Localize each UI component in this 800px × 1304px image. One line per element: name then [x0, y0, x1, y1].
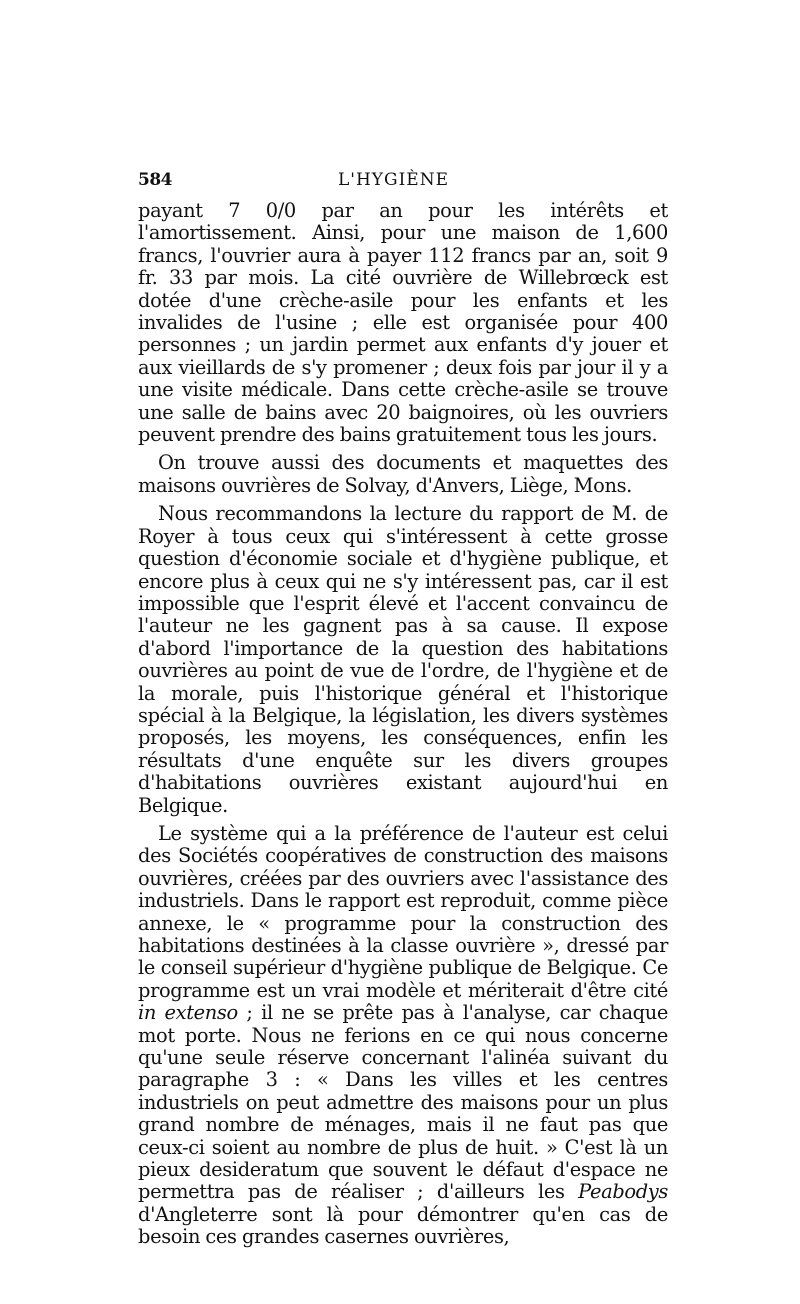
body-text — [138, 200, 668, 1249]
running-head — [138, 170, 668, 194]
paragraph-3: Nous recommandons la lecture du rapport de M. de Royer à tous ceux qui s'intéressent à cette grosse question d'économie sociale et d'hygiène publique, et encore plus à ceux qui ne s'y intéressent pas, car il est impossible que l'esprit élevé et l'accent convaincu de l'auteur ne les gagnent pas à sa cause. Il expose d'abord l'importance de la question des habitations ouvrières au point de vue de l'ordre, de l'hygiène et de la morale, puis l'historique général et l'historique spécial à la Belgique, la législation, les divers systèmes proposés, les moyens, les conséquences, enfin les résultats d'une enquête sur les divers groupes d'habitations ouvrières existant aujourd'hui en Belgique. — [138, 502, 668, 817]
paragraph-1: payant 7 0/0 par an pour les intérêts et l'amortissement. Ainsi, pour une maison de 1,600 francs, l'ouvrier aura à payer 112 francs par an, soit 9 fr. 33 par mois. La cité ouvrière de Willebrœck est dotée d'une crèche-asile pour les enfants et les invalides de l'usine ; elle est organisée pour 400 personnes ; un jardin permet aux enfants d'y jouer et aux vieillards de s'y promener ; deux fois par jour il y a une visite médicale. Dans cette crèche-asile se trouve une salle de bains avec 20 baignoires, où les ouvriers peuvent prendre des bains gratuitement tous les jours. — [138, 199, 668, 447]
paragraph-4 — [138, 823, 668, 1249]
paragraph-4-text-b: ; il ne se prête pas à l'analyse, car chaque mot porte. Nous ne ferions en ce qui nous concerne qu'une seule réserve concernant l'alinéa suivant du paragraphe 3 : « Dans les villes et les centres industriels on peut admettre des maisons pour un plus grand nombre de ménages, mais il ne faut pas que ceux-ci soient au nombre de plus de huit. » C'est là un pieux desideratum que souvent le défaut d'espace ne permettra pas de réaliser ; d'ailleurs les — [138, 1001, 668, 1204]
page-number: 584 — [138, 170, 172, 190]
italic-peabodys: Peabodys — [578, 1180, 668, 1204]
running-title: L'HYGIÈNE — [338, 170, 449, 190]
paragraph-2: On trouve aussi des documents et maquettes des maisons ouvrières de Solvay, d'Anvers, Liège, Mons. — [138, 451, 668, 497]
italic-in-extenso: in extenso — [138, 1001, 238, 1025]
paragraph-4-text-a: Le système qui a la préférence de l'auteur est celui des Sociétés coopératives de construction des maisons ouvrières, créées par des ouvriers avec l'assistance des industriels. Dans le rapport est reproduit, comme pièce annexe, le « programme pour la construction des habitations destinées à la classe ouvrière », dressé par le conseil supérieur d'hygiène publique de Belgique. Ce programme est un vrai modèle et mériterait d'être cité — [138, 821, 668, 1002]
paragraph-4-text-c: d'Angleterre sont là pour démontrer qu'en cas de besoin ces grandes casernes ouvrières, — [138, 1202, 668, 1249]
